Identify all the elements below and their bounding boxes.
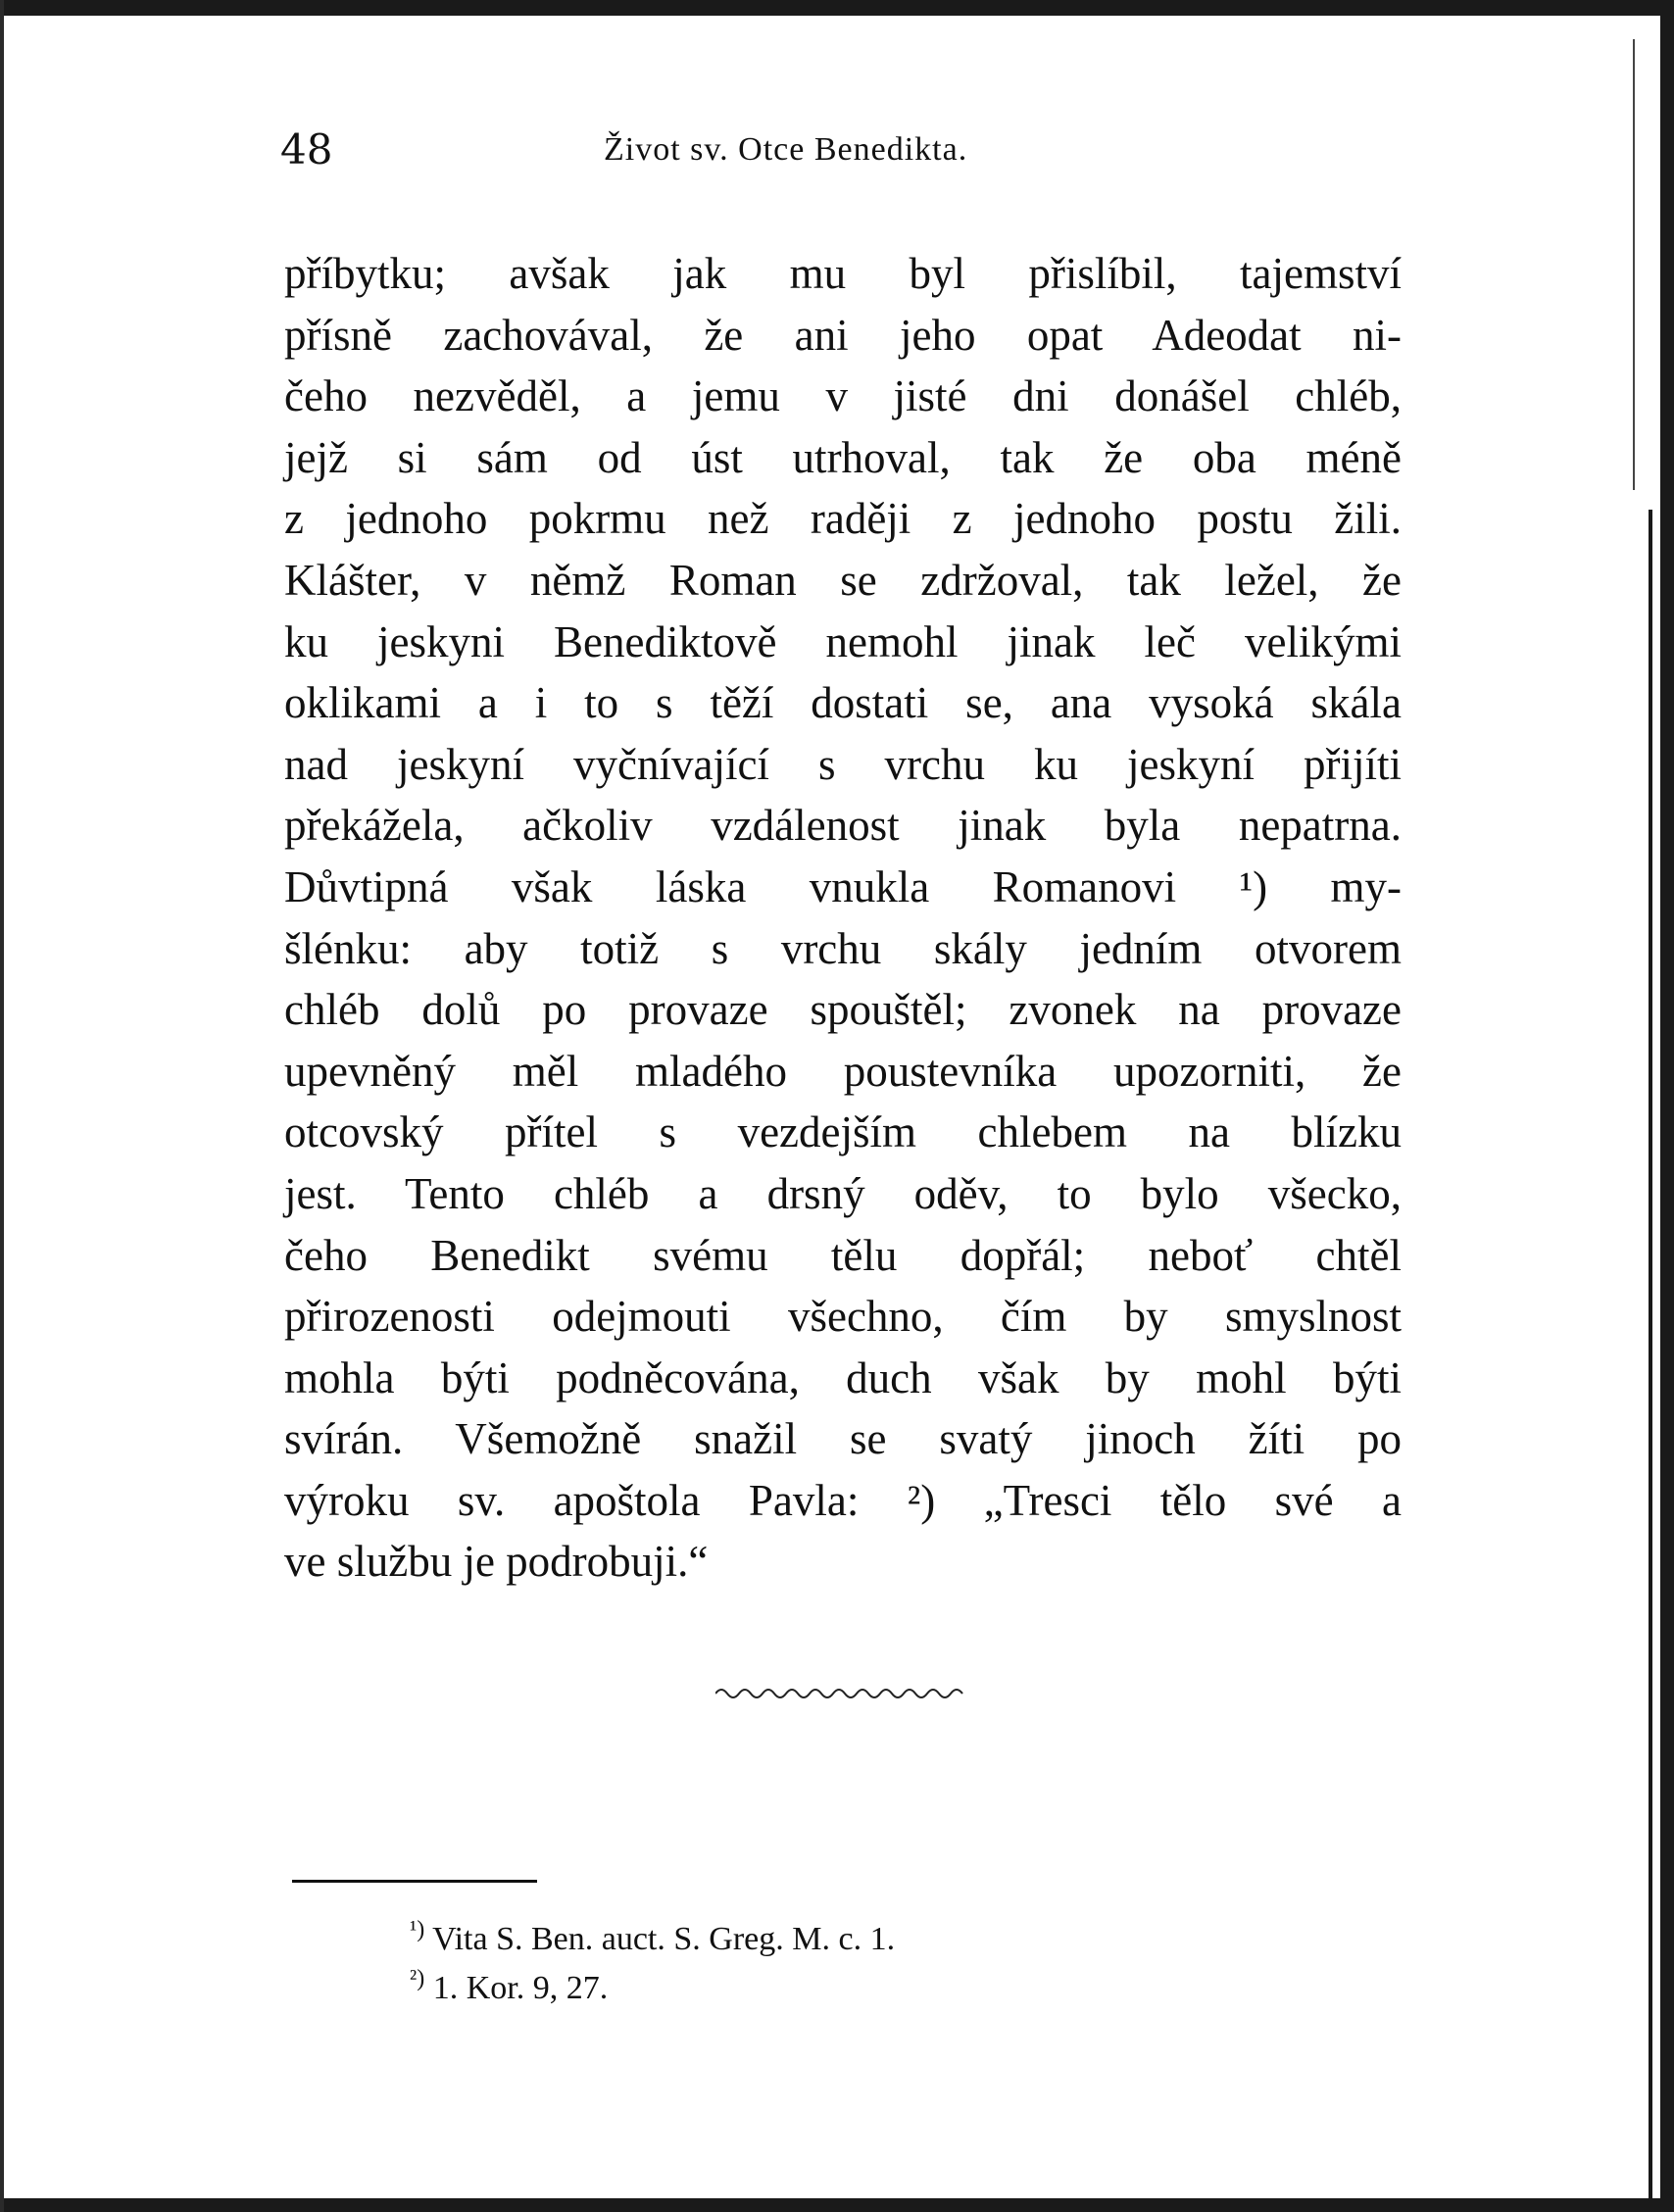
- scan-edge-top: [0, 0, 1674, 16]
- footnote-text: Vita S. Ben. auct. S. Greg. M. c. 1.: [432, 1921, 896, 1957]
- footnote-marker: ²): [410, 1966, 425, 1991]
- text-line: chléb dolů po provaze spouštěl; zvonek na provaze: [284, 985, 1402, 1035]
- running-title: Život sv. Otce Benedikta.: [604, 131, 968, 168]
- text-line: šlénku: aby totiž s vrchu skály jedním otvorem: [284, 923, 1402, 973]
- text-line: mohla býti podněcována, duch však by mohl býti: [284, 1352, 1402, 1402]
- text-line: přirozenosti odejmouti všechno, čím by smyslnost: [284, 1292, 1402, 1342]
- text-line: Důvtipná však láska vnukla Romanovi ¹) my-: [284, 861, 1402, 911]
- text-line: příbytku; avšak jak mu byl přislíbil, tajemství: [284, 249, 1402, 298]
- footnote-rule: [292, 1880, 537, 1883]
- body-text: [284, 243, 1402, 1593]
- running-head: [280, 125, 1407, 184]
- text-line: jest. Tento chléb a drsný oděv, to bylo všecko,: [284, 1168, 1402, 1218]
- text-line: výroku sv. apoštola Pavla: ²) „Tresci tělo své a: [284, 1475, 1402, 1525]
- text-line: otcovský přítel s vezdejším chlebem na blízku: [284, 1107, 1402, 1157]
- text-line: ku jeskyni Benediktově nemohl jinak leč velikými: [284, 616, 1402, 666]
- text-line: přísně zachovával, že ani jeho opat Adeodat ni-: [284, 310, 1402, 360]
- wavy-ornament: [715, 1684, 970, 1703]
- text-line: čeho Benedikt svému tělu dopřál; neboť chtěl: [284, 1230, 1402, 1280]
- scan-edge-bottom: [0, 2198, 1674, 2212]
- text-line: z jednoho pokrmu než raději z jednoho postu žili.: [284, 494, 1402, 544]
- binding-shadow: [1649, 510, 1652, 2212]
- footnote: [410, 1964, 1292, 2013]
- footnotes: [410, 1915, 1292, 2013]
- text-line: překážela, ačkoliv vzdálenost jinak byla nepatrna.: [284, 801, 1402, 851]
- text-line: ve službu je podrobuji.“: [284, 1537, 709, 1587]
- binding-shadow-top: [1633, 39, 1635, 490]
- text-line: jejž si sám od úst utrhoval, tak že oba méně: [284, 432, 1402, 482]
- scan-edge-left: [0, 0, 4, 2212]
- footnote: [410, 1915, 1292, 1964]
- text-line: oklikami a i to s těží dostati se, ana vysoká skála: [284, 678, 1402, 728]
- page-number: 48: [280, 125, 333, 173]
- scan-edge-right: [1660, 0, 1674, 2212]
- text-line: Klášter, v němž Roman se zdržoval, tak ležel, že: [284, 555, 1402, 605]
- footnote-text: 1. Kor. 9, 27.: [432, 1970, 609, 2006]
- text-line: svírán. Všemožně snažil se svatý jinoch žíti po: [284, 1414, 1402, 1464]
- text-line: čeho nezvěděl, a jemu v jisté dni donášel chléb,: [284, 371, 1402, 421]
- text-line: nad jeskyní vyčnívající s vrchu ku jeskyní přijíti: [284, 739, 1402, 789]
- footnote-marker: ¹): [410, 1917, 425, 1942]
- text-line: upevněný měl mladého poustevníka upozorniti, že: [284, 1046, 1402, 1096]
